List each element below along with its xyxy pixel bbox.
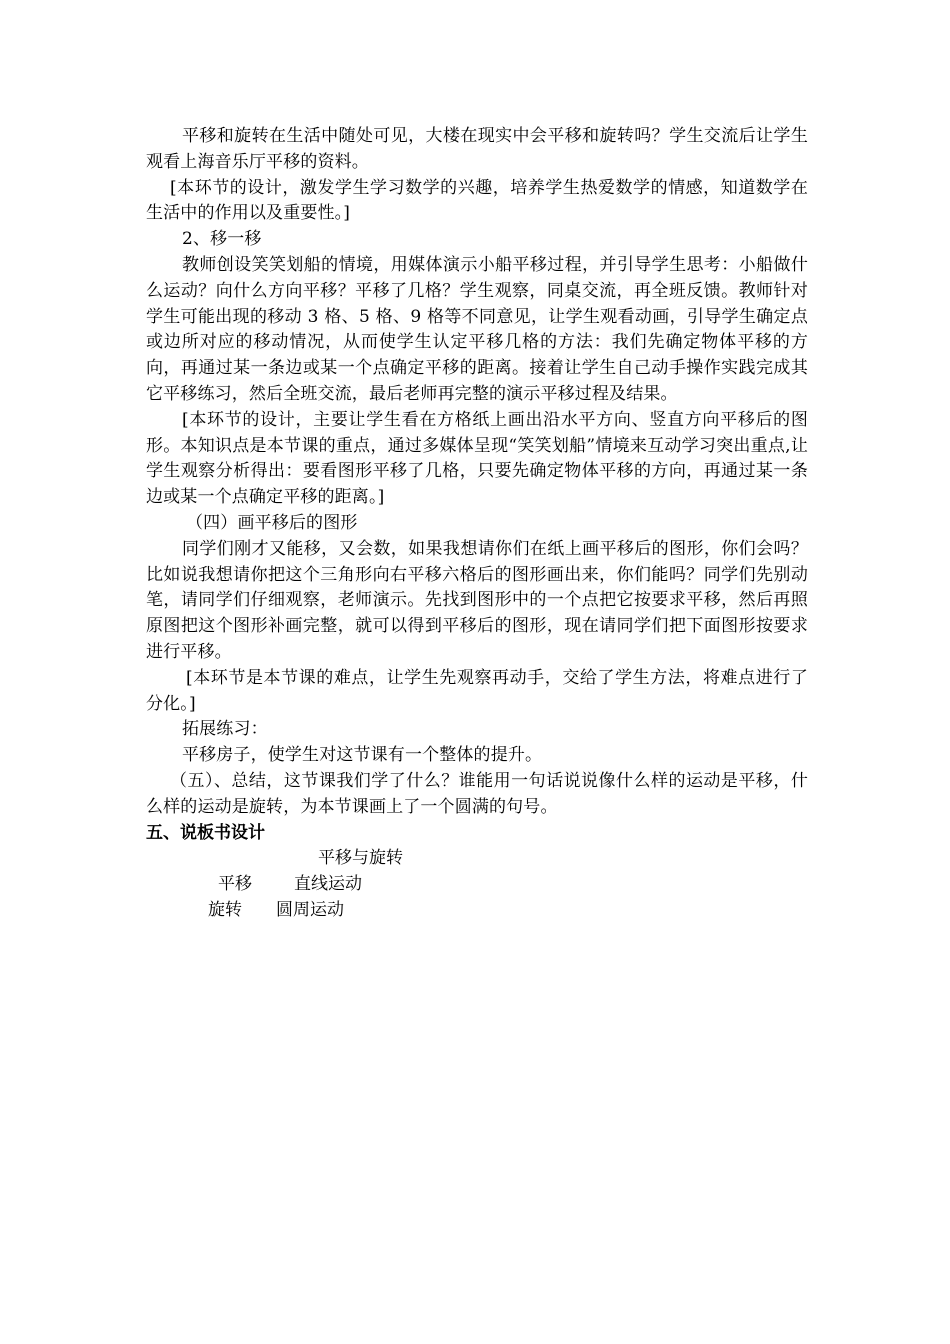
paragraph-design-note-3: [本环节是本节课的难点，让学生先观察再动手，交给了学生方法，将难点进行了分化。] (146, 667, 808, 714)
paragraph-intro: 平移和旋转在生活中随处可见，大楼在现实中会平移和旋转吗？学生交流后让学生观看上海音乐厅平移的资料。 (146, 126, 808, 172)
document-body (146, 124, 808, 926)
board-design (146, 846, 808, 926)
paragraph-house: 平移房子，使学生对这节课有一个整体的提升。 (182, 745, 543, 766)
section-heading: 五、说板书设计 (146, 822, 265, 843)
subheading-extension: 拓展练习： (182, 719, 268, 740)
subheading-move: 2、移一移 (182, 229, 262, 250)
board-title: 平移与旋转 (318, 848, 403, 869)
board-term-translation: 平移 (218, 874, 252, 895)
paragraph-design-note-2: [本环节的设计，主要让学生看在方格纸上画出沿水平方向、竖直方向平移后的图形。本知识点是本节课的重点，通过多媒体呈现“笑笑划船”情境来互动学习突出重点,让学生观察分析得出：要看图形平移了几格，只要先确定物体平移的方向，再通过某一条边或某一个点确定平移的距离。] (146, 409, 808, 508)
board-term-rotation: 旋转 (208, 900, 242, 921)
paragraph-boat: 教师创设笑笑划船的情境，用媒体演示小船平移过程，并引导学生思考：小船做什么运动？向什么方向平移？平移了几格？学生观察，同桌交流，再全班反馈。教师针对学生可能出现的移动 3 格、5 格、9 格等不同意见，让学生观看动画，引导学生确定点或边所对应的移动情况，从而使学生认定平移几格的方法：我们先确定物体平移的方向，再通过某一条边或某一个点确定平移的距离。接着让学生自己动手操作实践完成其它平移练习，然后全班交流，最后老师再完整的演示平移过程及结果。 (146, 254, 808, 404)
board-desc-linear: 直线运动 (294, 874, 362, 895)
board-desc-circular: 圆周运动 (276, 900, 344, 921)
subheading-draw-translation: （四）画平移后的图形 (186, 512, 358, 533)
paragraph-draw: 同学们刚才又能移，又会数，如果我想请你们在纸上画平移后的图形，你们会吗？比如说我想请你把这个三角形向右平移六格后的图形画出来，你们能吗？同学们先别动笔，请同学们仔细观察，老师演示。先找到图形中的一个点把它按要求平移，然后再照原图把这个图形补画完整，就可以得到平移后的图形，现在请同学们把下面图形按要求进行平移。 (146, 538, 808, 662)
paragraph-summary: （五）、总结，这节课我们学了什么？谁能用一句话说说像什么样的运动是平移，什么样的运动是旋转，为本节课画上了一个圆满的句号。 (146, 770, 808, 817)
paragraph-design-note-1: [本环节的设计，激发学生学习数学的兴趣，培养学生热爱数学的情感，知道数学在生活中的作用以及重要性。] (146, 177, 808, 224)
